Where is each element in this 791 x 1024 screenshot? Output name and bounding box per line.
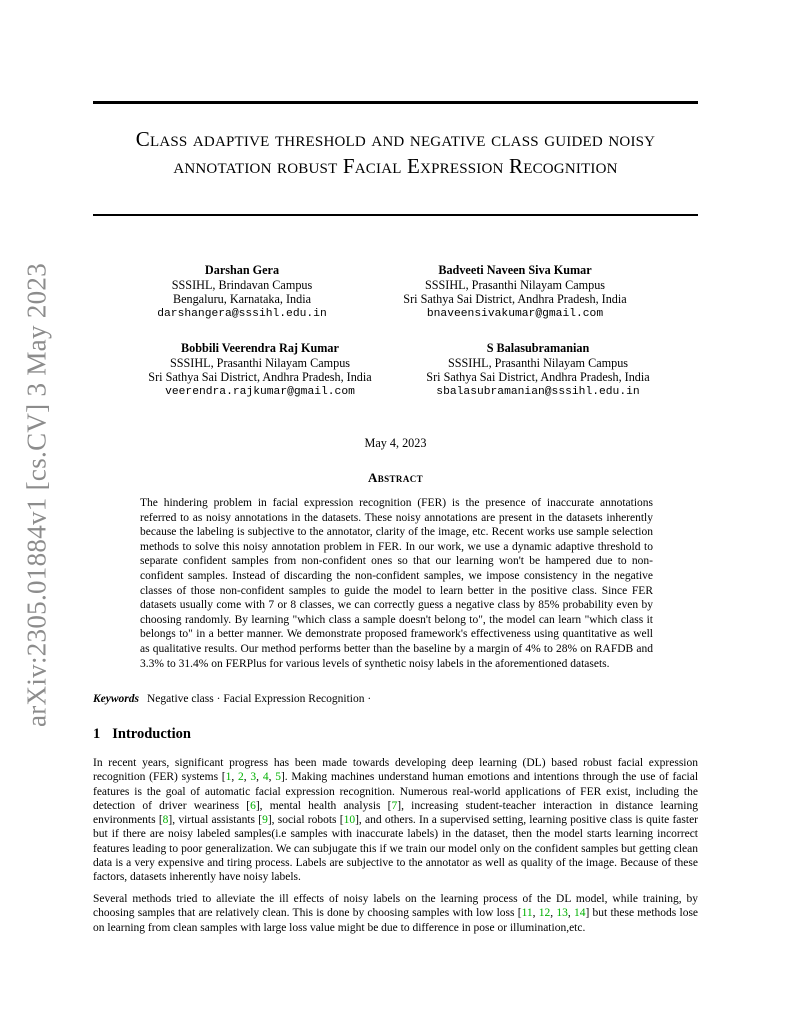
citation-link[interactable]: 10 [343, 814, 356, 827]
citation-link[interactable]: 3 [250, 771, 257, 784]
paragraph-text: ]. Making machines understand human emotions and intentions through the use of facial features is the goal of automatic facial expression recognition. Numerous real-world applications of FER exist, including the detection of driver weariness [ [93, 771, 699, 812]
paragraph-text: , [243, 771, 251, 784]
paragraph-text: ], and others. In a supervised setting, learning positive class is quite faster but if there are noisy labeled samples(i.e samples with inaccurate labels) in the dataset, then the model starts learning incorrect features leading to poor generalization. We can subjugate this if we train our model only on the confident samples but getting clean data is a very expensive and tiring process. Labels are subjective to the annotator as well as quality of the image. Because of these factors, datasets inherently have noisy labels. [93, 814, 699, 884]
author-location: Sri Sathya Sai District, Andhra Pradesh, India [426, 370, 650, 385]
paragraph-text: ], mental health analysis [ [255, 799, 392, 812]
paragraph-text: , [550, 907, 557, 920]
section-title: Introduction [112, 726, 191, 742]
author-affiliation: SSSIHL, Brindavan Campus [171, 277, 313, 292]
top-rule [93, 101, 698, 104]
paragraph-text: ], social robots [ [267, 814, 344, 827]
citation-link[interactable]: 14 [573, 907, 586, 920]
author-affiliation: SSSIHL, Prasanthi Nilayam Campus [424, 277, 606, 292]
paragraph-text: , [231, 771, 239, 784]
author-affiliation: SSSIHL, Prasanthi Nilayam Campus [447, 355, 629, 370]
keywords-label: Keywords [93, 693, 139, 705]
intro-paragraph-2 [93, 892, 698, 935]
intro-paragraph-1 [93, 756, 698, 885]
bottom-rule [93, 214, 698, 216]
abstract-body: The hindering problem in facial expression recognition (FER) is the presence of inaccurate annotations referred to as noisy annotations in the datasets. These noisy annotations are present in the datasets inherently because the labeling is subjective to the annotator, clarity of the image, etc. Recent works use sample selection methods to solve this noisy annotation problem in FER. In our work, we use a dynamic adaptive threshold to separate confident samples from non-confident ones so that our learning won't be hampered due to non-confident samples. Instead of discarding the non-confident samples, we impose consistency in the negative classes of those non-confident samples to guide the model to learn better in the positive class. Since FER datasets usually come with 7 or 8 classes, we can correctly guess a negative class by 85% probability even by choosing randomly. By learning "which class a sample doesn't belong to", the model can learn "which class it belongs to" in a better manner. We demonstrate proposed framework's effectiveness using quantitative as well as qualitative results. Our method performs better than the baseline by a margin of 4% to 28% on RAFDB and 3.3% to 31.4% on FERPlus for various levels of synthetic noisy labels in the aforementioned datasets. [140, 497, 653, 670]
paragraph-text: ], virtual assistants [ [168, 814, 263, 827]
author-location: Sri Sathya Sai District, Andhra Pradesh, India [148, 370, 372, 385]
citation-link[interactable]: 6 [250, 799, 256, 812]
paragraph-text: Several methods tried to alleviate the ill effects of noisy labels on the learning process of the DL model, while training, by choosing samples that are relatively clean. This is done by choosing samples with low loss [ [93, 893, 698, 920]
citation-link[interactable]: 1 [225, 771, 232, 784]
paragraph-text: , [268, 771, 276, 784]
keywords-text: Negative class · Facial Expression Recognition · [147, 693, 372, 705]
paragraph-text: , [256, 771, 263, 784]
author-name: Badveeti Naveen Siva Kumar [438, 263, 592, 277]
author-affiliation: SSSIHL, Prasanthi Nilayam Campus [169, 355, 351, 370]
paper-date: May 4, 2023 [364, 436, 427, 450]
author-email[interactable]: bnaveensivakumar@gmail.com [426, 307, 604, 320]
citation-link[interactable]: 4 [262, 771, 269, 784]
citation-link[interactable]: 9 [262, 814, 268, 827]
paper-title: Class adaptive threshold and negative class guided noisy annotation robust Facial Expression Recognition [135, 127, 656, 178]
paragraph-text: ], increasing student-teacher interaction in distance learning environments [ [93, 799, 699, 827]
author-location: Sri Sathya Sai District, Andhra Pradesh, India [403, 292, 627, 307]
author-block [375, 263, 655, 321]
author-block [130, 263, 354, 321]
citation-link[interactable]: 12 [538, 907, 551, 920]
citation-link[interactable]: 2 [238, 771, 244, 784]
author-email[interactable]: darshangera@sssihl.edu.in [157, 307, 327, 320]
author-email[interactable]: veerendra.rajkumar@gmail.com [165, 385, 355, 398]
author-block [120, 341, 400, 399]
paragraph-text: , [567, 907, 574, 920]
citation-link[interactable]: 8 [162, 814, 169, 827]
author-name: Bobbili Veerendra Raj Kumar [181, 341, 339, 355]
section-heading [93, 726, 191, 743]
citation-link[interactable]: 7 [391, 799, 398, 812]
arxiv-id: arXiv:2305.01884v1 [cs.CV] 3 May 2023 [21, 262, 52, 728]
citation-link[interactable]: 5 [275, 771, 281, 784]
paragraph-text: , [532, 907, 539, 920]
author-location: Bengaluru, Karnataka, India [172, 292, 312, 307]
section-number: 1 [93, 726, 101, 742]
citation-link[interactable]: 11 [521, 907, 533, 920]
paragraph-text: ] but these methods lose on learning from clean samples with large loss value might be due to difference in pose or illumination,etc. [93, 907, 699, 934]
author-name: Darshan Gera [204, 263, 280, 277]
author-block [398, 341, 678, 399]
citation-link[interactable]: 13 [556, 907, 568, 920]
author-email[interactable]: sbalasubramanian@sssihl.edu.in [436, 385, 640, 398]
author-name: S Balasubramanian [486, 341, 590, 355]
keywords-line [93, 693, 371, 705]
abstract-heading: Abstract [367, 470, 424, 485]
arxiv-side-label [17, 262, 57, 728]
paragraph-text: In recent years, significant progress has been made towards developing deep learning (DL) based robust facial expression recognition (FER) systems [ [93, 757, 698, 784]
